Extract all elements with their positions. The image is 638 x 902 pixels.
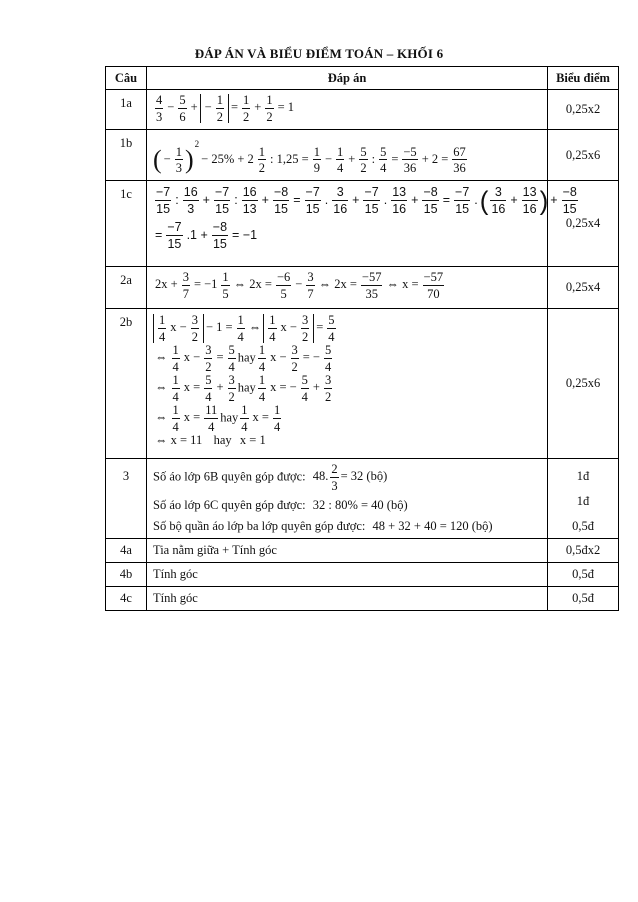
- table-row-1c: [106, 181, 619, 267]
- math-1c-line1: $\frac{-7}{15}$ : $\frac{16}{3}$ + $\frac{-7}{15}$ : $\frac{16}{13}$ + $\frac{-8}{15}$ = $\frac{-7}{15}$ . $\frac{3}{16}$ + $\frac{-7}{15}$ . $\frac{13}{16}$ + $\frac{-8}{15}$ = $\frac{-7}{15}$ .( $\frac{3}{16}$ + $\frac{13}{16}$ ) + $\frac{-8}{15}$: [156, 185, 577, 216]
- header-answer: Đáp án: [147, 67, 548, 90]
- math-2b-line1: $\frac{1}{4}$ x − $\frac{3}{2}$ − 1 = $\frac{1}{4}$ ⇔ $\frac{1}{4}$ x − $\frac{3}{2}$ = $\frac{5}{4}$: [153, 314, 541, 343]
- table-row-2b: [106, 309, 619, 459]
- q3-line2: Số áo lớp 6C quyên góp được: 32 : 80% = 40 (bộ): [153, 498, 408, 512]
- math-1a: $\frac{4}{3}$ − $\frac{5}{6}$ + − $\frac{1}{2}$ = $\frac{1}{2}$ + $\frac{1}{2}$ = 1: [156, 93, 294, 124]
- math-2a: 2x + $\frac{3}{7}$ = −1 $\frac{1}{5}$ ⇔ 2x = $\frac{-6}{5}$ − $\frac{3}{7}$ ⇔ 2x = $\frac{-57}{35}$ ⇔ x = $\frac{-57}{70}$: [155, 270, 444, 301]
- score-cell: 0,25x6: [548, 309, 619, 459]
- question-label: 2a: [106, 267, 147, 309]
- answer-cell: [147, 90, 548, 130]
- score-cell: 0,5đ: [548, 587, 619, 611]
- table-row-1b: [106, 130, 619, 181]
- answer-cell: [147, 459, 548, 539]
- table-row-1a: [106, 90, 619, 130]
- table-row-3: [106, 459, 619, 539]
- answer-cell: [147, 267, 548, 309]
- math-2b-line4: ⇔ $\frac{1}{4}$ x = $\frac{11}{4}$ hay $\frac{1}{4}$ x = $\frac{1}{4}$: [155, 403, 281, 434]
- math-1b: ( − $\frac{1}{3}$ )$^2$− 25% + 2 $\frac{1}{2}$ : 1,25 = $\frac{1}{9}$ − $\frac{1}{4}$ + $\frac{5}{2}$ : $\frac{5}{4}$ = $\frac{-5}{36}$ + 2 = $\frac{67}{36}$: [153, 139, 466, 176]
- answer-cell: Tính góc: [147, 563, 548, 587]
- table-row-4b: [106, 563, 619, 587]
- table-row-4c: [106, 587, 619, 611]
- math-2b-line2: ⇔ $\frac{1}{4}$ x − $\frac{3}{2}$ = $\frac{5}{4}$ hay $\frac{1}{4}$ x − $\frac{3}{2}$ = − $\frac{5}{4}$: [155, 343, 332, 374]
- answer-cell: [147, 181, 577, 267]
- page-title: ĐÁP ÁN VÀ BIỂU ĐIỂM TOÁN – KHỐI 6: [194, 46, 444, 61]
- answer-table: [105, 66, 619, 611]
- math-2b-line3: ⇔ $\frac{1}{4}$ x = $\frac{5}{4}$ + $\frac{3}{2}$ hay $\frac{1}{4}$ x = − $\frac{5}{4}$ + $\frac{3}{2}$: [155, 373, 332, 404]
- header-score: Biểu điểm: [548, 67, 619, 90]
- score-cell: 0,25x6: [548, 130, 619, 181]
- table-row-4a: [106, 539, 619, 563]
- q3-line1: Số áo lớp 6B quyên góp được: 48. $\frac{2}{3}$ = 32 (bộ): [153, 462, 388, 493]
- question-label: 1c: [106, 181, 147, 267]
- math-2b-line5: ⇔ x = 11 hay x = 1: [155, 433, 266, 447]
- question-label: 3: [106, 459, 147, 539]
- answer-cell: Tính góc: [147, 587, 548, 611]
- score-cell: 0,25x4: [548, 181, 619, 267]
- score-cell: 0,25x2: [548, 90, 619, 130]
- question-label: 4a: [106, 539, 147, 563]
- math-1c-line2: = $\frac{-7}{15}$ .1 + $\frac{-8}{15}$ = −1: [155, 220, 258, 251]
- score-cell: 0,5đx2: [548, 539, 619, 563]
- q3-line3: Số bộ quần áo lớp ba lớp quyên góp được: 48 + 32 + 40 = 120 (bộ): [153, 519, 493, 533]
- answer-cell: [147, 309, 548, 459]
- question-label: 1b: [106, 130, 147, 181]
- question-label: 2b: [106, 309, 147, 459]
- score-cell: 1đ 1đ 0,5đ: [548, 459, 619, 539]
- answer-cell: [147, 130, 548, 181]
- question-label: 4c: [106, 587, 147, 611]
- table-header-row: [106, 67, 619, 90]
- question-label: 1a: [106, 90, 147, 130]
- question-label: 4b: [106, 563, 147, 587]
- score-cell: 0,5đ: [548, 563, 619, 587]
- header-question: Câu: [106, 67, 147, 90]
- score-cell: 0,25x4: [548, 267, 619, 309]
- table-row-2a: [106, 267, 619, 309]
- answer-cell: Tia nằm giữa + Tính góc: [147, 539, 548, 563]
